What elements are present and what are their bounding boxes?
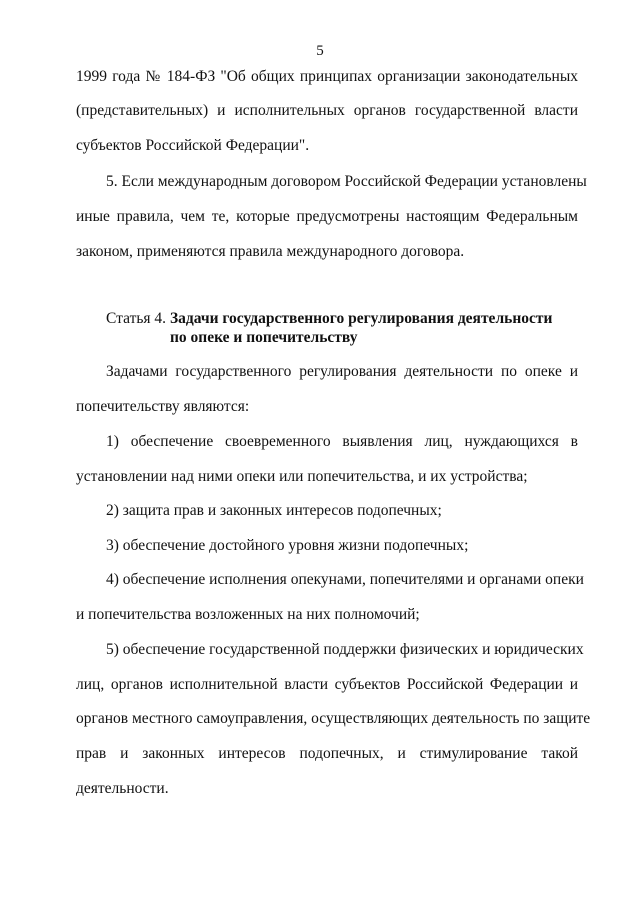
text-line: иные правила, чем те, которые предусмотрены настоящим Федеральным: [76, 208, 578, 225]
text-line: попечительству являются:: [76, 398, 250, 415]
text-line: 1) обеспечение своевременного выявления лиц, нуждающихся в: [106, 433, 578, 450]
text-line: и попечительства возложенных на них полномочий;: [76, 606, 420, 623]
text-line: (представительных) и исполнительных органов государственной власти: [76, 102, 578, 119]
text-line: деятельности.: [76, 780, 169, 797]
text-line: 5. Если международным договором Российской Федерации установлены: [106, 173, 587, 190]
text-line: прав и законных интересов подопечных, и стимулирование такой: [76, 745, 578, 762]
text-line: 2) защита прав и законных интересов подопечных;: [106, 502, 442, 519]
article-title-continuation: по опеке и попечительству: [170, 329, 358, 346]
article-heading-line: [106, 309, 552, 329]
text-line: Задачами государственного регулирования деятельности по опеке и: [106, 363, 578, 380]
page-number: 5: [316, 43, 324, 59]
article-number: Статья 4.: [106, 310, 167, 327]
text-line: законом, применяются правила международного договора.: [76, 243, 465, 260]
text-line: 3) обеспечение достойного уровня жизни подопечных;: [106, 537, 469, 554]
text-line: 1999 года № 184-ФЗ "Об общих принципах организации законодательных: [76, 68, 578, 85]
text-line: 5) обеспечение государственной поддержки физических и юридических: [106, 641, 584, 658]
text-line: лиц, органов исполнительной власти субъектов Российской Федерации и: [76, 676, 578, 693]
article-title: Задачи государственного регулирования деятельности: [169, 310, 553, 327]
text-line: субъектов Российской Федерации".: [76, 137, 310, 154]
text-line: 4) обеспечение исполнения опекунами, попечителями и органами опеки: [106, 571, 584, 588]
text-line: установлении над ними опеки или попечительства, и их устройства;: [76, 468, 528, 485]
text-line: органов местного самоуправления, осуществляющих деятельность по защите: [76, 710, 591, 727]
